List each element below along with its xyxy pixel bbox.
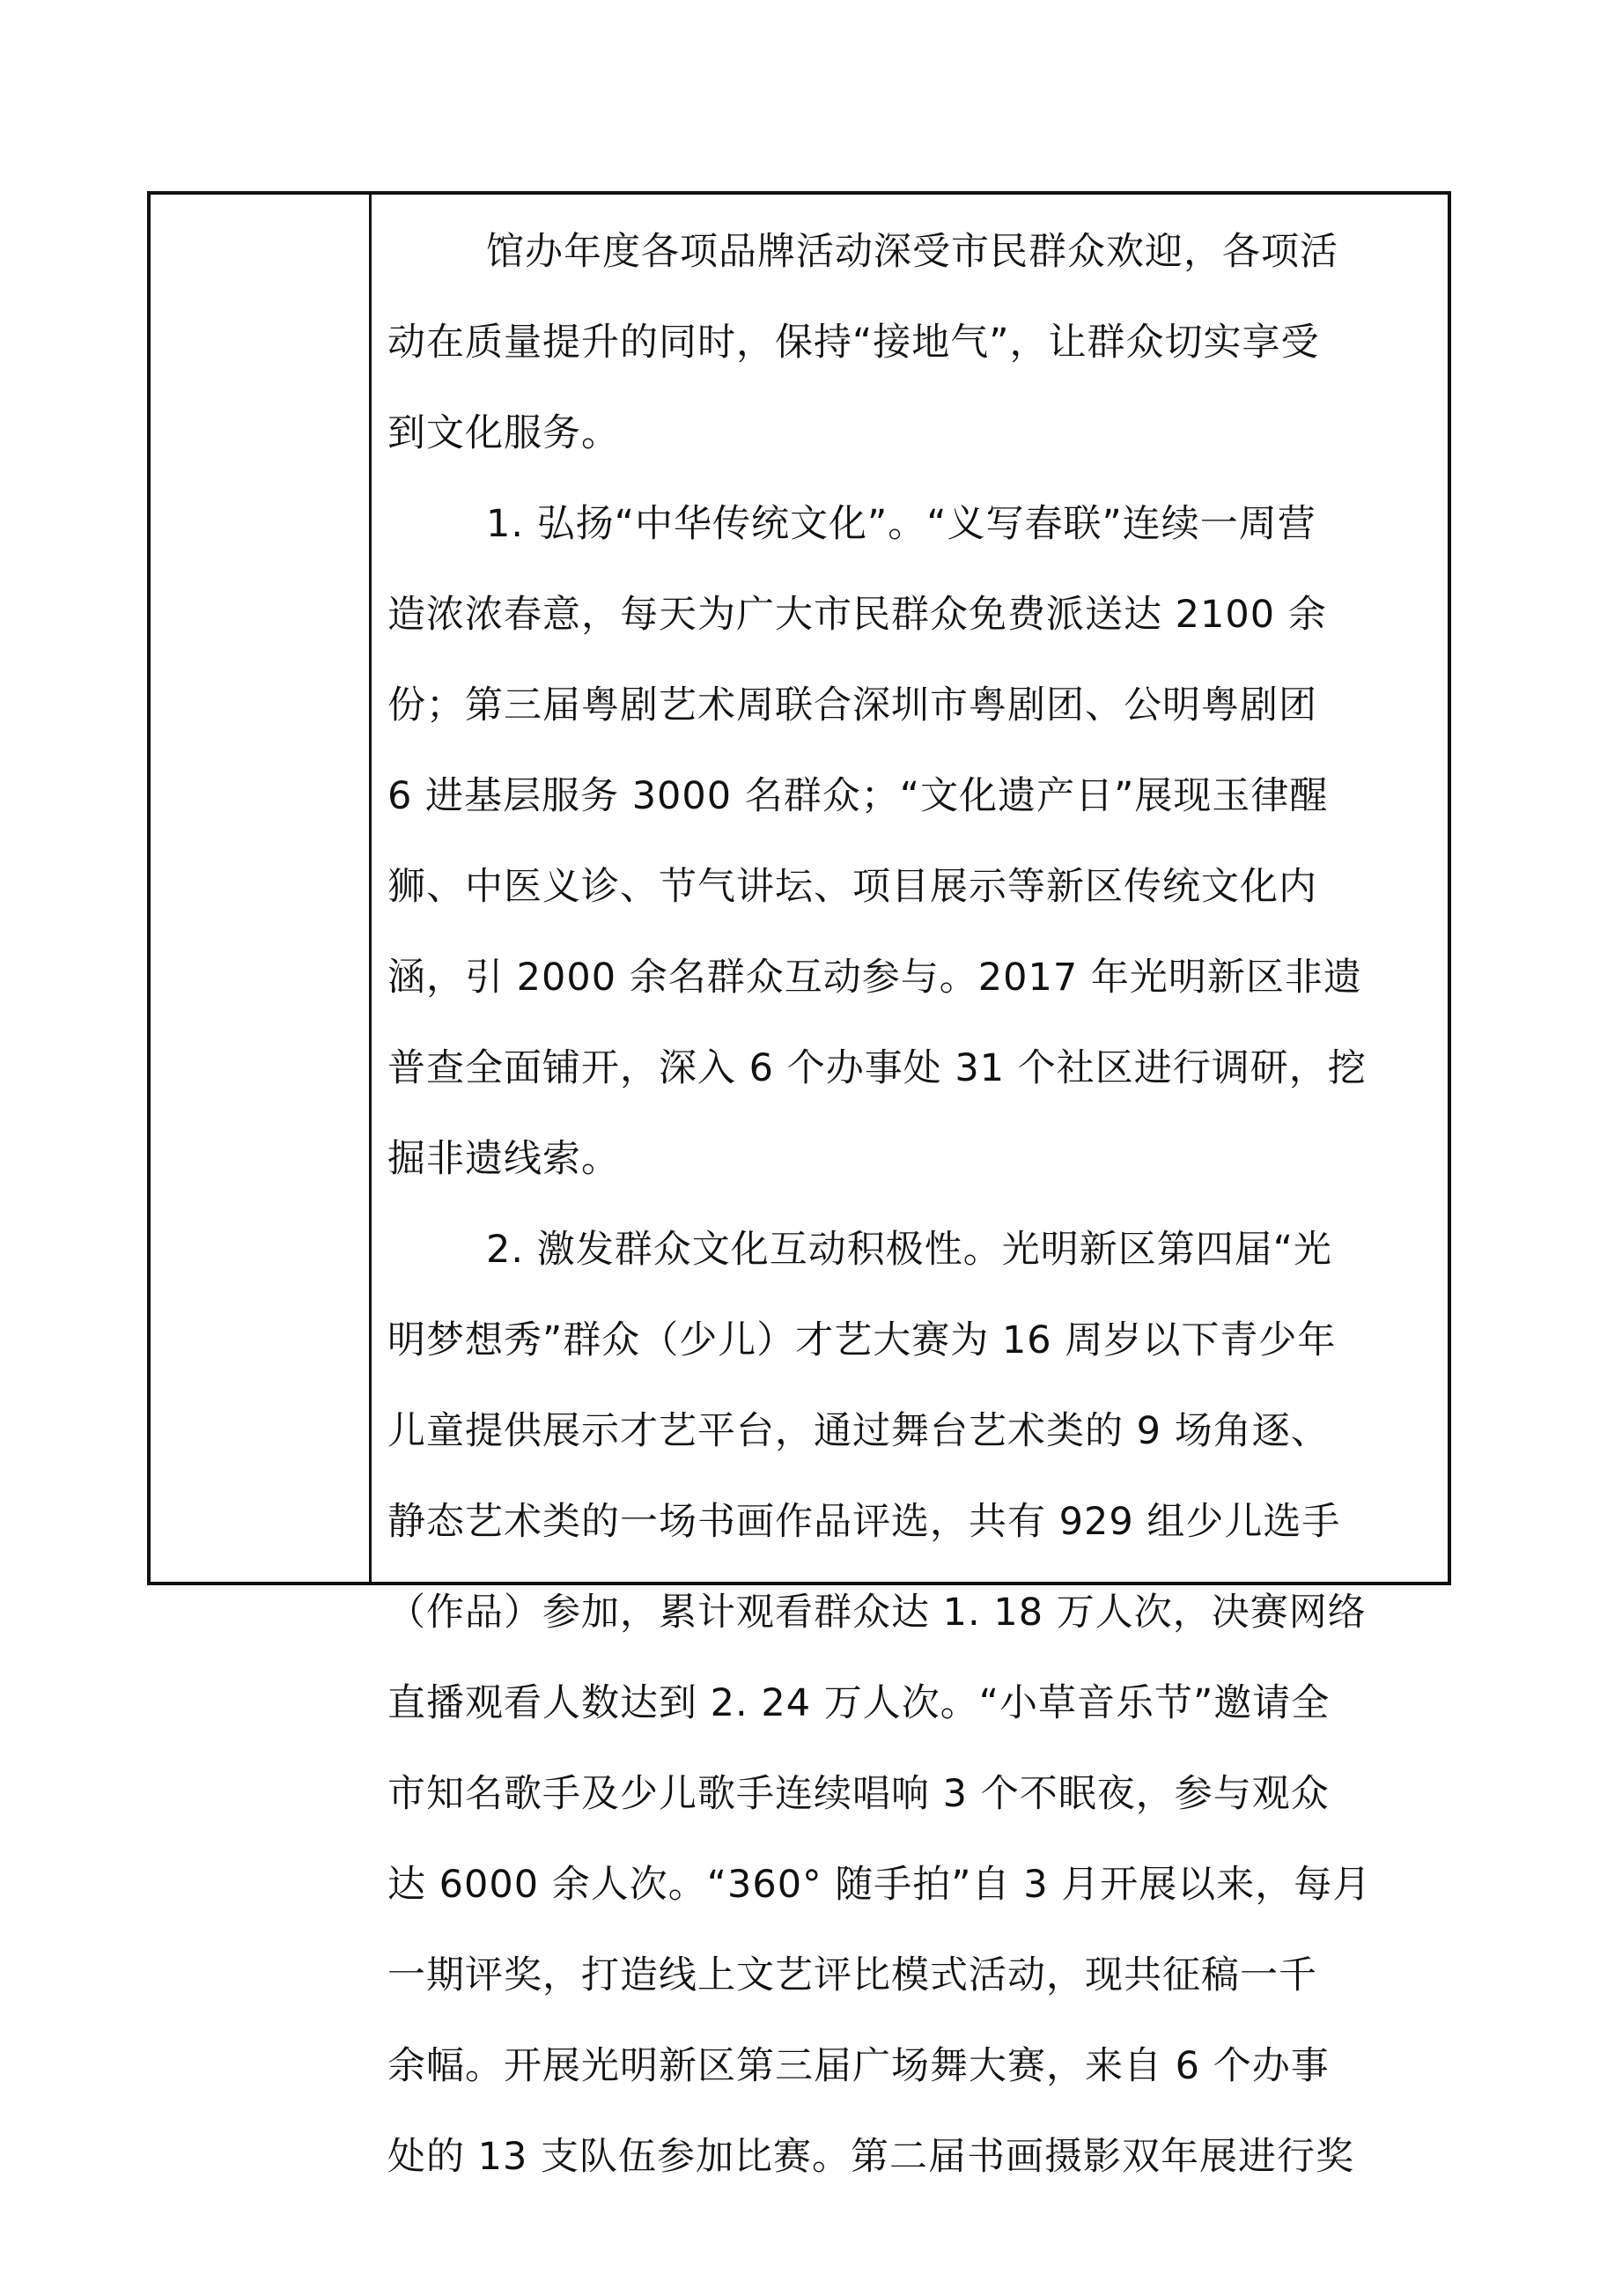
text-line: 动在质量提升的同时，保持“接地气”，让群众切实享受 — [387, 321, 1320, 365]
text-line: 2. 激发群众文化互动积极性。光明新区第四届“光 — [486, 1228, 1332, 1272]
text-line: 明梦想秀”群众（少儿）才艺大赛为 16 周岁以下青少年 — [387, 1318, 1337, 1362]
text-line: 造浓浓春意，每天为广大市民群众免费派送达 2100 余 — [387, 593, 1327, 637]
text-line: 狮、中医义诊、节气讲坛、项目展示等新区传统文化内 — [387, 865, 1317, 909]
table-left-cell — [151, 195, 372, 1582]
text-line: （作品）参加，累计观看群众达 1. 18 万人次，决赛网络 — [387, 1591, 1367, 1635]
text-line: 份；第三届粤剧艺术周联合深圳市粤剧团、公明粤剧团 — [387, 683, 1317, 727]
table-content-cell — [372, 195, 1448, 2179]
text-line: 1. 弘扬“中华传统文化”。“义写春联”连续一周营 — [486, 502, 1316, 546]
text-line: 普查全面铺开，深入 6 个办事处 31 个社区进行调研，挖 — [387, 1046, 1367, 1090]
text-line: 馆办年度各项品牌活动深受市民群众欢迎，各项活 — [486, 230, 1338, 274]
text-line: 一期评奖，打造线上文艺评比模式活动，现共征稿一千 — [387, 1953, 1317, 1997]
text-line: 直播观看人数达到 2. 24 万人次。“小草音乐节”邀请全 — [387, 1681, 1331, 1725]
text-line: 余幅。开展光明新区第三届广场舞大赛，来自 6 个办事 — [387, 2044, 1330, 2088]
text-line: 儿童提供展示才艺平台，通过舞台艺术类的 9 场角逐、 — [387, 1409, 1330, 1453]
document-table — [147, 191, 1451, 2179]
text-line: 静态艺术类的一场书画作品评选，共有 929 组少儿选手 — [387, 1500, 1341, 1544]
text-line: 市知名歌手及少儿歌手连续唱响 3 个不眠夜，参与观众 — [387, 1772, 1330, 1816]
text-line: 掘非遗线索。 — [387, 1137, 620, 1181]
text-line: 到文化服务。 — [387, 411, 620, 455]
text-line: 达 6000 余人次。“360° 随手拍”自 3 月开展以来，每月 — [387, 1863, 1372, 1907]
text-line: 涵，引 2000 余名群众互动参与。2017 年光明新区非遗 — [387, 956, 1362, 1000]
text-line: 6 进基层服务 3000 名群众；“文化遗产日”展现玉律醒 — [387, 774, 1329, 818]
text-line: 处的 13 支队伍参加比赛。第二届书画摄影双年展进行奖 — [387, 2135, 1355, 2179]
